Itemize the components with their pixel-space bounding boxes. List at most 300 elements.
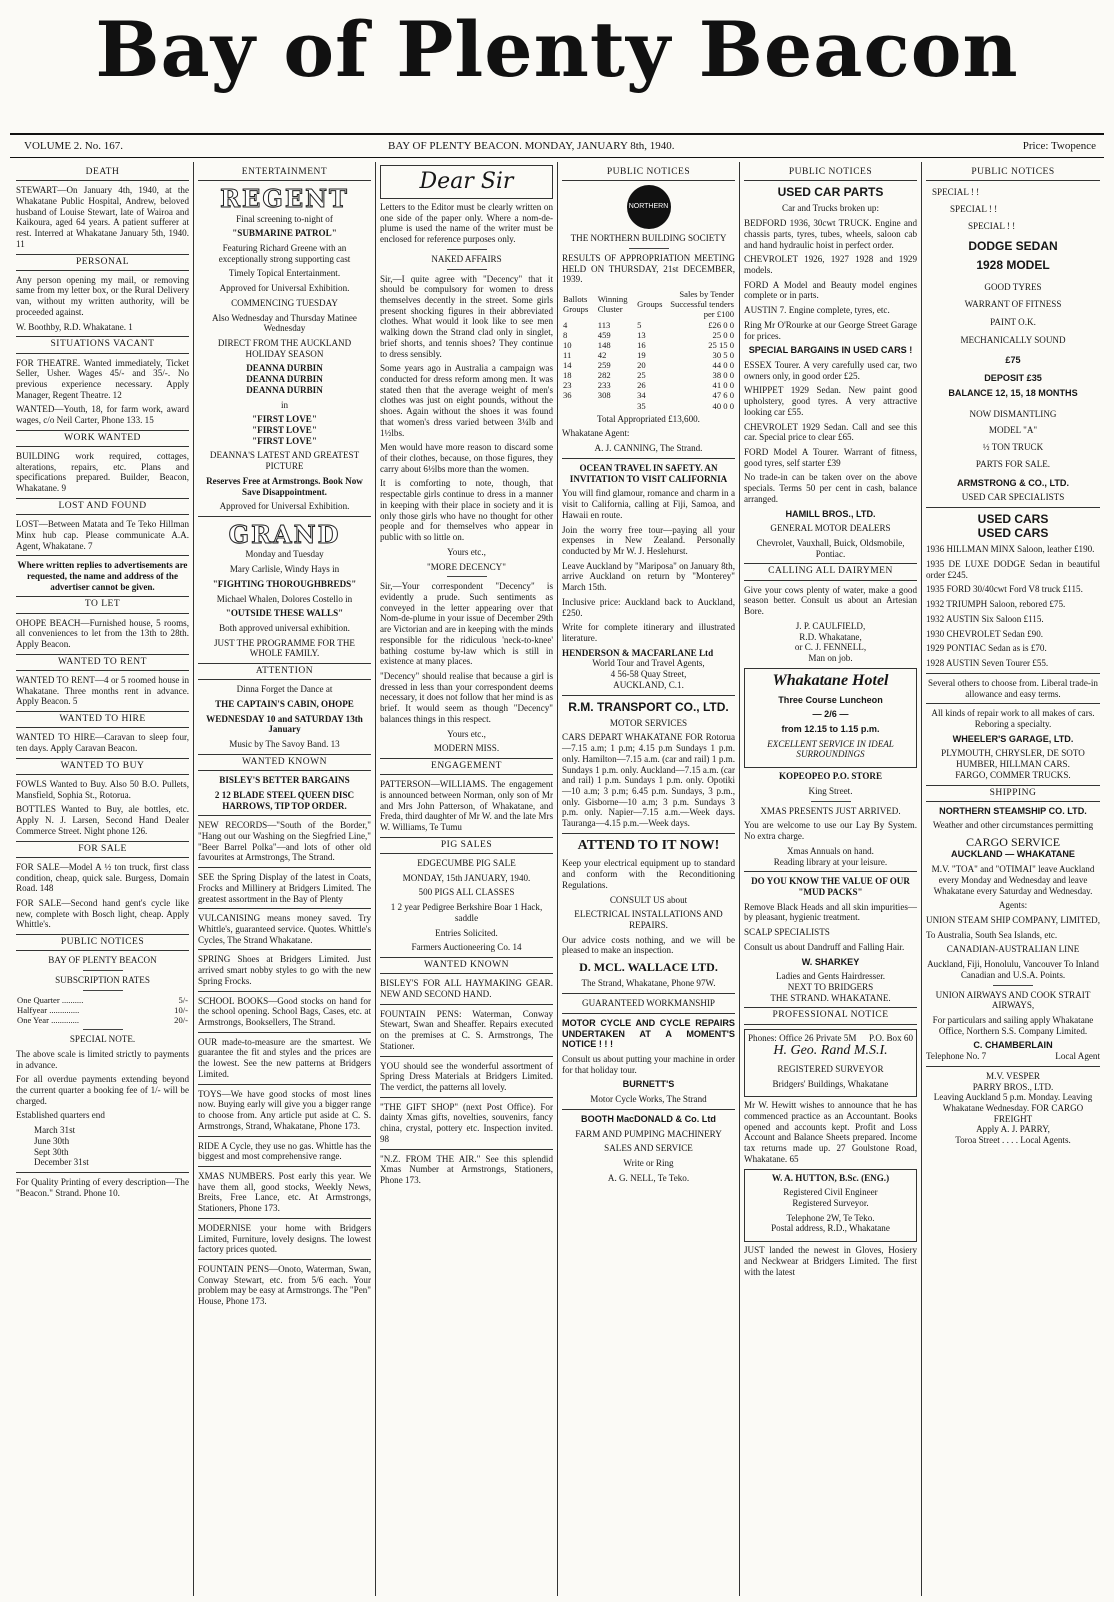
section-heading: CALLING ALL DAIRYMEN xyxy=(744,563,917,580)
classified-ad: SPRING Shoes at Bridgers Limited. Just arrived smart nobby styles to go with the new Spring Frocks. xyxy=(198,954,371,986)
ad-line: Entries Solicited. xyxy=(435,927,498,938)
divider xyxy=(926,703,1100,704)
car-listing: 1932 TRIUMPH Saloon, rebored £75. xyxy=(926,599,1066,610)
ad-line: 2 12 BLADE STEEL QUEEN DISC HARROWS, TIP TOP ORDER. xyxy=(214,789,355,811)
table-row xyxy=(562,360,735,370)
ad-paragraph: JUST landed the newest in Gloves, Hosiery and Neckwear at Bridgers Limited. The first with the latest xyxy=(744,1245,917,1277)
subscription-heading: SUBSCRIPTION RATES xyxy=(55,975,150,986)
ad-line: To Australia, South Sea Islands, etc. xyxy=(926,929,1058,940)
classified-ad: TOYS—We have good stocks of most lines now. Buying early will give you a bigger range to choose from. Any article put aside at C. S. Armstrongs, Strand, Whakatane, Phone 173. xyxy=(198,1088,371,1131)
ad-line: A. G. NELL, Te Teko. xyxy=(607,1172,690,1183)
table-cell: 34 xyxy=(637,390,646,401)
column-header: Groups xyxy=(637,299,663,310)
table-row xyxy=(562,340,735,350)
replies-notice: Where written replies to advertisements are requested, the name and address of the advertiser cannot be given. xyxy=(17,560,188,592)
ad-paragraph: FORD A Model and Beauty model engines complete or in parts. xyxy=(744,279,917,301)
letter-paragraph: Men would have more reason to discard some of their clothes, because, on those figures, they carry about 6½lbs more than the women. xyxy=(380,442,553,474)
section-heading: ENTERTAINMENT xyxy=(198,165,371,181)
column-3 xyxy=(376,162,558,1596)
wallace-name: D. MCL. WALLACE LTD. xyxy=(579,960,718,975)
columns xyxy=(12,162,1104,1596)
ad-line: WEDNESDAY 10 and SATURDAY 13th January xyxy=(206,713,363,735)
personal-notice: Any person opening my mail, or removing same from my letter box, or the Rural Delivery van, without my written authority, will be proceeded against. xyxy=(16,274,189,317)
results-heading: RESULTS OF APPROPRIATION MEETING HELD ON THURSDAY, 21st DECEMBER, 1939. xyxy=(562,252,735,285)
divider xyxy=(198,1218,371,1219)
local-agent: Local Agent xyxy=(1055,1051,1100,1062)
info-bar xyxy=(18,140,1096,156)
divider xyxy=(562,695,735,696)
price: Price: Twopence xyxy=(1022,140,1096,152)
divider xyxy=(83,970,123,971)
divider xyxy=(198,867,371,868)
ad-line: Telephone 2W, Te Teko. xyxy=(786,1212,875,1223)
dodge-model: 1928 MODEL xyxy=(976,257,1050,272)
divider xyxy=(198,1136,371,1137)
ad-line: R.D. Whakatane, xyxy=(799,631,862,642)
total-appropriated: Total Appropriated £13,600. xyxy=(597,413,700,424)
divider xyxy=(562,458,735,459)
divider xyxy=(83,1029,123,1030)
classified-ad: FOR THEATRE. Wanted immediately, Ticket Seller, Usher. Wages 45/- and 35/-. No previous experience necessary. Apply Manager, Regent Theatre. 12 xyxy=(16,357,189,400)
feature-line: PAINT O.K. xyxy=(990,317,1036,328)
divider xyxy=(198,1084,371,1085)
table-row xyxy=(16,1015,189,1025)
hamill-name: HAMILL BROS., LTD. xyxy=(785,508,876,519)
printing-ad: For Quality Printing of every description—The "Beacon." Strand. Phone 10. xyxy=(16,1177,189,1198)
ad-line: USED CAR SPECIALISTS xyxy=(961,492,1065,503)
ad-line: Also Wednesday and Thursday Matinee Wednesday xyxy=(212,312,357,334)
table-cell: 23 xyxy=(563,380,572,391)
ad-paragraph: Consult us about Dandruff and Falling Hair. xyxy=(744,941,905,952)
surveyor-name: H. Geo. Rand M.S.I. xyxy=(773,1043,888,1059)
ad-paragraph: FORD Model A Tourer. Warrant of fitness, good tyres, self starter £39 xyxy=(744,447,917,468)
table-cell: 233 xyxy=(597,380,611,391)
column-5 xyxy=(740,162,922,1596)
notice-title: BAY OF PLENTY BEACON xyxy=(48,955,157,966)
column-header: Winning Cluster xyxy=(597,294,628,315)
ad-line: Toroa Street . . . . Local Agents. xyxy=(955,1135,1071,1146)
section-heading: LOST AND FOUND xyxy=(16,498,189,515)
letters-intro: Letters to the Editor must be clearly written on one side of the paper only. Where a nom-de-plume is used the name of the writer must be enclosed for reference purposes only. xyxy=(380,201,553,245)
ad-paragraph: BEDFORD 1936, 30cwt TRUCK. Engine and chassis parts, tyres, tubes, wheels, saloon cab and hand hydraulic hoist in perfect order. xyxy=(744,218,917,250)
divider xyxy=(447,576,487,577)
ad-line: World Tour and Travel Agents, xyxy=(592,658,705,669)
regent-logo: REGENT xyxy=(220,184,349,214)
divider xyxy=(380,1149,553,1150)
table-cell: 308 xyxy=(597,390,611,401)
ad-paragraph: Join the worry free tour—paying all your expenses in New Zealand. Personally conducted by Mr W. J. Heslehurst. xyxy=(562,524,735,556)
ad-paragraph: ESSEX Tourer. A very carefully used car, two owners only, in good order £25. xyxy=(744,359,917,381)
car-listing: 1935 FORD 30/40cwt Ford V8 truck £115. xyxy=(926,584,1083,595)
ad-line: UNION STEAM SHIP COMPANY, LIMITED, xyxy=(926,914,1100,925)
ad-line: BISLEY'S BETTER BARGAINS xyxy=(219,775,350,786)
section-heading: TO LET xyxy=(16,596,189,613)
divider xyxy=(562,1109,735,1110)
column-6 xyxy=(922,162,1104,1596)
ad-paragraph: Remove Black Heads and all skin impurities—by pleasant, hygienic treatment. xyxy=(744,901,917,923)
burnett-name: BURNETT'S xyxy=(622,1079,675,1090)
classified-ad: SEE the Spring Display of the latest in Coats, Frocks and Millinery at Bridgers Limited. The greatest assortment in the Bay of Plenty xyxy=(198,872,371,904)
ad-line: Monday and Tuesday xyxy=(245,549,324,560)
ad-line: Dinna Forget the Dance at xyxy=(236,684,333,695)
table-cell: 41 0 0 xyxy=(712,380,734,391)
special-line: SPECIAL ! ! xyxy=(932,187,980,198)
ad-line: Apply A. J. PARRY, xyxy=(976,1124,1050,1135)
rate-price: 10/- xyxy=(174,1004,188,1015)
agent-name: A. J. CANNING, The Strand. xyxy=(594,443,703,454)
ad-paragraph: All kinds of repair work to all makes of cars. Reboring a specialty. xyxy=(931,708,1095,729)
ad-line: Approved for Universal Exhibition. xyxy=(219,501,350,512)
section-heading: ATTENTION xyxy=(198,663,371,680)
table-cell xyxy=(562,401,597,411)
classified-ad: FOR SALE—Second hand gent's cycle like new, complete with Bosch light, cheap. Apply Whittle's. xyxy=(16,897,189,930)
ad-line: "SUBMARINE PATROL" xyxy=(232,228,337,239)
section-heading: PUBLIC NOTICES xyxy=(16,934,189,951)
ad-line: Weather and other circumstances permitting xyxy=(932,820,1094,831)
engagement-notice: PATTERSON—WILLIAMS. The engagement is announced between Norman, only son of Mr and Mrs John Patterson, of Whakatane, and Freda, third daughter of Mr W. and the late Mrs W. Williams, Te Tumu xyxy=(380,779,553,833)
agent-label: Whakatane Agent: xyxy=(562,428,630,439)
classified-ad: WANTED TO HIRE—Caravan to sleep four, ten days. Apply Caravan Beacon. xyxy=(16,732,189,754)
divider xyxy=(198,815,371,816)
divider xyxy=(380,1056,553,1057)
section-heading: SHIPPING xyxy=(926,785,1100,802)
table-header xyxy=(562,289,735,319)
ad-line: CONSULT US about xyxy=(609,894,688,905)
hotel-ad xyxy=(744,668,917,768)
section-heading: PIG SALES xyxy=(380,837,553,854)
ad-line: J. P. CAULFIELD, xyxy=(795,620,866,631)
column-header: Ballots Groups xyxy=(563,294,589,315)
phones: Phones: Office 26 Private 5M xyxy=(748,1032,857,1043)
ad-line: Mary Carlisle, Windy Hays in xyxy=(229,564,340,575)
ad-line: "FIRST LOVE" xyxy=(252,435,317,446)
section-heading: PROFESSIONAL NOTICE xyxy=(744,1007,917,1024)
table-cell: 459 xyxy=(597,329,611,340)
car-listing: 1932 AUSTIN Six Saloon £115. xyxy=(926,613,1044,624)
ad-line: Reserves Free at Armstrongs. Book Now Save Disappointment. xyxy=(206,475,363,497)
ad-paragraph: Give your cows plenty of water, make a good season better. Consult us about an Artesian Bore. xyxy=(744,584,917,617)
ad-line: Write or Ring xyxy=(623,1157,674,1168)
ad-line: DEANNA DURBIN xyxy=(246,384,323,395)
table-cell: 44 0 0 xyxy=(712,360,734,371)
rate-period: One Quarter .......... xyxy=(17,994,84,1005)
ad-line: 4 56-58 Quay Street, xyxy=(610,669,687,680)
letter-paragraph: Some years ago in Australia a campaign was conducted for dress reform among men. It was stated then that the average weight of men's clothes was just on eight pounds, without the shoes. Again without the shoes it was found that women's dress varied between 3¼lb and 1½lbs. xyxy=(380,363,553,438)
mud-heading: DO YOU KNOW THE VALUE OF OUR "MUD PACKS" xyxy=(751,876,910,897)
table-cell xyxy=(597,401,636,411)
table-cell: 38 0 0 xyxy=(712,370,734,381)
ad-line: The Strand, Whakatane, Phone 97W. xyxy=(581,978,716,989)
section-heading: FOR SALE xyxy=(16,841,189,858)
ad-paragraph: CHEVROLET 1929 Sedan. Call and see this car. Special price to clear £65. xyxy=(744,421,917,443)
telephone: Telephone No. 7 xyxy=(926,1051,987,1062)
ad-line: Reading library at your leisure. xyxy=(773,856,888,867)
ad-line: Registered Civil Engineer xyxy=(783,1187,878,1198)
ad-line: Registered Surveyor. xyxy=(792,1198,869,1209)
divider xyxy=(198,1259,371,1260)
ad-line: HENDERSON & MACFARLANE Ltd xyxy=(562,647,714,658)
classified-ad: LOST—Between Matata and Te Teko Hillman Minx hub cap. Please communicate A.A. Agent, Whakatane. 7 xyxy=(16,519,189,551)
rate-price: 20/- xyxy=(174,1015,188,1026)
classified-ad: YOU should see the wonderful assortment of Spring Dress Materials at Bridgers Limited. The verdict, the patterns all lovely. xyxy=(380,1060,553,1092)
divider xyxy=(993,985,1033,986)
ad-paragraph: For particulars and sailing apply Whakatane Office, Northern S.S. Company Limited. xyxy=(932,1014,1094,1036)
table-cell: 259 xyxy=(597,360,611,371)
quarter-date: Sept 30th xyxy=(34,1146,69,1157)
section-heading: WANTED TO HIRE xyxy=(16,711,189,728)
armstrong-name: ARMSTRONG & CO., LTD. xyxy=(957,477,1069,488)
section-heading: PERSONAL xyxy=(16,254,189,271)
dodge-deposit: DEPOSIT £35 xyxy=(984,373,1042,384)
table-row xyxy=(562,330,735,340)
table-cell: 30 5 0 xyxy=(712,349,734,360)
bargains-heading: SPECIAL BARGAINS IN USED CARS ! xyxy=(748,345,913,356)
table-cell: 40 0 0 xyxy=(712,400,734,411)
special-line: SPECIAL ! ! xyxy=(950,203,998,214)
feature-line: PARTS FOR SALE. xyxy=(975,458,1051,469)
personal-signature: W. Boothby, R.D. Whakatane. 1 xyxy=(16,321,133,332)
dodge-balance: BALANCE 12, 15, 18 MONTHS xyxy=(948,387,1078,398)
ad-paragraph: M.V. "TOA" and "OTIMAI" leave Auckland every Monday and Wednesday and leave Whakatane every Saturday and Wednesday. xyxy=(931,864,1095,896)
dodge-heading: DODGE SEDAN xyxy=(968,239,1058,254)
ad-line: COMMENCING TUESDAY xyxy=(231,297,338,308)
timetable: CARS DEPART WHAKATANE FOR Rotorua—7.15 a.m; 1 p.m; 4.15 p.m Sundays 1 p.m. only. Hamilton—7.15 a.m. (car and rail) 1 p.m. Sundays 1 p.m. only. Auckland—7.15 a.m. (car and rail) 1 p.m. Sundays 1 p.m. only. Opotiki—10 a.m; 3 p.m; 6.45 p.m. Sundays, 3 p.m., only. Gisborne—10 a.m; 3 p.m. Sundays 3 p.m. only. Napier—7.15 a.m.—Week days. Tauranga—4.15 p.m.—Week days. xyxy=(562,732,735,829)
divider xyxy=(926,673,1100,674)
ad-line: from 12.15 to 1.15 p.m. xyxy=(781,724,880,735)
ad-line: SALES AND SERVICE xyxy=(604,1143,693,1154)
cargo-route: AUCKLAND — WHAKATANE xyxy=(951,849,1075,860)
ad-paragraph: CHEVROLET 1926, 1927 1928 and 1929 models. xyxy=(744,254,917,275)
ad-line: DIRECT FROM THE AUCKLAND HOLIDAY SEASON xyxy=(217,337,352,359)
feature-line: NOW DISMANTLING xyxy=(969,408,1057,419)
classified-ad: BISLEY'S FOR ALL HAYMAKING GEAR. NEW AND SECOND HAND. xyxy=(380,978,553,999)
classified-ad: MODERNISE your home with Bridgers Limited, Furniture, lovely designs. The lowest factory prices quoted. xyxy=(198,1222,371,1255)
table-cell: 14 xyxy=(563,360,572,371)
ad-line: DEANNA DURBIN xyxy=(246,363,323,374)
ad-paragraph: Consult us about putting your machine in order for that holiday tour. xyxy=(562,1053,735,1075)
divider xyxy=(198,516,371,517)
ad-line: Featuring Richard Greene with an exceptionally strong supporting cast xyxy=(218,242,351,264)
divider xyxy=(16,555,189,556)
ad-line: in xyxy=(280,399,289,410)
volume-number: VOLUME 2. No. 167. xyxy=(24,140,123,152)
table-cell: 4 xyxy=(563,319,568,330)
quarter-date: March 31st xyxy=(34,1125,76,1136)
classified-ad: NEW RECORDS—"South of the Border," "Hang out our Washing on the Siegfried Line," "Beer Barrel Polka"—and lots of other old favourites at Armstrongs, The Strand. xyxy=(198,820,371,863)
column-1 xyxy=(12,162,194,1596)
special-note: For all overdue payments extending beyond the current quarter a booking fee of 1/- will be charged. xyxy=(16,1074,189,1106)
ad-line: EXCELLENT SERVICE IN IDEAL SURROUNDINGS xyxy=(767,738,894,760)
ad-line: Michael Whalen, Dolores Costello in xyxy=(216,593,353,604)
classified-ad: BUILDING work required, cottages, alterations, repairs, etc. Plans and specifications prepared. Builder, Beacon, Whakatane. 9 xyxy=(16,451,189,494)
section-heading: WANTED KNOWN xyxy=(380,957,553,974)
death-notice: STEWART—On January 4th, 1940, at the Whakatane Public Hospital, Andrew, beloved husband of Louise Stewart, late of Wairoa and Kaikoura, aged 64 years. A patient sufferer at rest. Interred at Whakatane January 5th, 1940. 11 xyxy=(16,185,189,249)
column-4 xyxy=(558,162,740,1596)
table-cell: 35 xyxy=(637,400,646,411)
ad-line: Xmas Annuals on hand. xyxy=(787,845,874,856)
society-name: THE NORTHERN BUILDING SOCIETY xyxy=(570,233,727,244)
ad-line: Leaving Auckland 5 p.m. Monday. Leaving Whakatane Wednesday. FOR CARGO FREIGHT xyxy=(933,1092,1093,1124)
classified-ad: FOUNTAIN PENS: Waterman, Conway Stewart, Swan and Sheaffer. Repairs executed on the premises at C. S. Armstrongs, The Stationer. xyxy=(380,1008,553,1051)
engineer-name: W. A. HUTTON, B.Sc. (ENG.) xyxy=(771,1172,890,1183)
table-cell: 148 xyxy=(597,339,611,350)
divider xyxy=(562,1013,735,1014)
feature-line: WARRANT OF FITNESS xyxy=(964,299,1062,310)
table-cell: 11 xyxy=(563,349,572,360)
used-cars-heading: USED CARS xyxy=(977,526,1049,541)
ad-line: Three Course Luncheon xyxy=(778,694,883,705)
masthead-rule xyxy=(10,133,1104,135)
ad-line: ELECTRICAL INSTALLATIONS AND REPAIRS. xyxy=(574,909,723,931)
ad-line: MONDAY, 15th JANUARY, 1940. xyxy=(402,872,531,883)
letter-paragraph: It is comforting to note, though, that respectable girls continue to dress in a manner in keeping with their place in society and it is only those girls who have no thought for other people and for themselves who appear in public with so little on. xyxy=(380,478,553,543)
section-heading: WANTED KNOWN xyxy=(198,754,371,771)
ad-line: DEANNA DURBIN xyxy=(246,374,323,385)
classified-ad: FOWLS Wanted to Buy. Also 50 B.O. Pullets, Mansfield, Sophia St., Rotorua. xyxy=(16,778,189,800)
rates-table xyxy=(16,995,189,1025)
classified-ad: SCHOOL BOOKS—Good stocks on hand for the school opening. School Bags, Cases, etc. at Armstrongs, Booksellers, The Strand. xyxy=(198,995,371,1028)
po-box: P.O. Box 60 xyxy=(869,1032,913,1043)
ad-line: Agents: xyxy=(998,900,1028,911)
wheeler-name: WHEELER'S GARAGE, LTD. xyxy=(952,733,1074,744)
attend-heading: ATTEND TO IT NOW! xyxy=(577,837,720,853)
ad-paragraph: You are welcome to use our Lay By System. No extra charge. xyxy=(744,820,917,842)
classified-ad: OUR made-to-measure are the smartest. We guarantee the fit and styles and the prices are the lowest. See the new patterns at Bridgers Limited. xyxy=(198,1036,371,1079)
section-heading: WORK WANTED xyxy=(16,430,189,447)
ad-line: XMAS PRESENTS JUST ARRIVED. xyxy=(760,805,901,816)
ad-line: Car and Trucks broken up: xyxy=(782,203,879,214)
letter-signature: "MORE DECENCY" xyxy=(427,561,506,572)
used-cars-heading: USED CARS xyxy=(977,512,1049,527)
ad-line: Auckland, Fiji, Honolulu, Vancouver To Inland Canadian and U.S.A. Points. xyxy=(927,959,1099,980)
ad-line: PARRY BROS., LTD. xyxy=(972,1081,1054,1092)
special-line: SPECIAL ! ! xyxy=(968,220,1016,231)
table-row xyxy=(16,995,189,1005)
table-cell: 5 xyxy=(637,319,642,330)
table-row xyxy=(562,350,735,360)
ad-paragraph: You will find glamour, romance and charm in a visit to California, calling at Fiji, Samoa, and Hawaii en route. xyxy=(562,488,735,520)
table-cell: 25 15 0 xyxy=(708,339,734,350)
table-row xyxy=(562,370,735,380)
ad-line: SCALP SPECIALISTS xyxy=(744,927,830,938)
ad-paragraph: AUSTIN 7. Engine complete, tyres, etc. xyxy=(744,305,890,316)
grand-logo: GRAND xyxy=(228,520,341,550)
letter-closing: Yours etc., xyxy=(447,546,486,557)
car-listing: 1936 HILLMAN MINX Saloon, leather £190. xyxy=(926,544,1095,555)
feature-line: MECHANICALLY SOUND xyxy=(960,334,1066,345)
car-listing: 1935 DE LUXE DODGE Sedan in beautiful order £245. xyxy=(926,559,1100,580)
ad-line: — 2/6 — xyxy=(812,709,849,720)
divider xyxy=(562,993,735,994)
ad-paragraph: WHIPPET 1929 Sedan. New paint good upholstery, good tyres. A very attractive looking car £55. xyxy=(744,385,917,417)
divider xyxy=(83,990,123,991)
table-cell: 282 xyxy=(597,370,611,381)
rate-price: 5/- xyxy=(178,994,188,1005)
ad-paragraph: Mr W. Hewitt wishes to announce that he has commenced practice as an Accountant. Books opened and accounts kept. Profit and Loss Account and Balance Sheets prepared. Income tax returns made up. 27 Goulstone Road, Whakatane. 65 xyxy=(744,1100,917,1164)
section-heading: DEATH xyxy=(16,165,189,181)
divider xyxy=(198,1032,371,1033)
hotel-name: Whakatane Hotel xyxy=(772,671,889,689)
classified-ad: VULCANISING means money saved. Try Whittle's, guaranteed service. Quotes. Whittle's Cycles, The Strand Whakatane. xyxy=(198,913,371,945)
section-heading: PUBLIC NOTICES xyxy=(744,165,917,181)
ad-line: Farmers Auctioneering Co. 14 xyxy=(411,942,522,953)
rate-period: Halfyear .............. xyxy=(17,1004,80,1015)
rm-transport-heading: R.M. TRANSPORT CO., LTD. xyxy=(568,699,729,714)
special-heading: SPECIAL NOTE. xyxy=(69,1034,136,1045)
divider xyxy=(811,801,851,802)
section-heading: WANTED TO RENT xyxy=(16,654,189,671)
dateline: BAY OF PLENTY BEACON. MONDAY, JANUARY 8th, 1940. xyxy=(388,140,675,152)
car-listing: 1929 PONTIAC Sedan as is £70. xyxy=(926,643,1047,654)
divider xyxy=(926,507,1100,508)
booth-name: BOOTH MacDONALD & Co. Ltd xyxy=(581,1113,716,1124)
ad-line: Both approved universal exhibition. xyxy=(219,622,350,633)
quarters-heading: Established quarters end xyxy=(16,1110,105,1121)
column-header: Sales by Tender Successful tenders per £100 xyxy=(670,289,734,320)
classified-ad: WANTED—Youth, 18, for farm work, award wages, c/o Neil Carter, Phone 133. 15 xyxy=(16,404,189,426)
table-cell: 13 xyxy=(637,329,646,340)
divider xyxy=(562,833,735,834)
table-cell: 47 6 0 xyxy=(712,390,734,401)
table-row xyxy=(562,401,735,411)
table-cell: 25 xyxy=(637,370,646,381)
ad-line: THE STRAND. WHAKATANE. xyxy=(770,992,891,1003)
ad-line: THE CAPTAIN'S CABIN, OHOPE xyxy=(215,699,354,710)
car-listing: 1930 CHEVROLET Sedan £90. xyxy=(926,628,1044,639)
surveyor-ad xyxy=(744,1029,917,1098)
table-cell: £26 0 0 xyxy=(708,319,734,330)
column-2 xyxy=(194,162,376,1596)
table-cell: 8 xyxy=(563,329,568,340)
divider xyxy=(380,1097,553,1098)
table-cell: 19 xyxy=(637,349,646,360)
ad-line: Ladies and Gents Hairdresser. xyxy=(775,971,886,982)
ad-line: King Street. xyxy=(808,785,853,796)
ad-paragraph: Keep your electrical equipment up to standard and conform with the Reconditioning Regulations. xyxy=(562,858,735,890)
ad-paragraph: Several others to choose from. Liberal trade-in allowance and easy terms. xyxy=(928,677,1098,699)
moto-heading: MOTOR CYCLE AND CYCLE REPAIRS UNDERTAKEN AT A MOMENT'S NOTICE ! ! ! xyxy=(562,1017,735,1050)
ad-paragraph: Inclusive price: Auckland back to Auckland, £250. xyxy=(562,596,735,618)
engineer-ad xyxy=(744,1169,917,1243)
divider xyxy=(198,1166,371,1167)
ad-paragraph: Our advice costs nothing, and we will be pleased to make an inspection. xyxy=(562,934,735,956)
ad-line: PLYMOUTH, CHRYSLER, DE SOTO HUMBER, HILLMAN CARS. xyxy=(941,748,1085,770)
northern-emblem-icon: NORTHERN xyxy=(627,185,671,229)
ad-line: Motor Cycle Works, The Strand xyxy=(590,1094,707,1105)
ad-line: "FIGHTING THOROUGHBREDS" xyxy=(212,578,357,589)
ad-line xyxy=(926,1051,1100,1062)
table-row xyxy=(16,1005,189,1015)
classified-ad: WANTED TO RENT—4 or 5 roomed house in Whakatane. Three months rent in advance. Apply Beacon. 5 xyxy=(16,674,189,707)
section-heading: PUBLIC NOTICES xyxy=(562,165,735,181)
classified-ad: BOTTLES Wanted to Buy, ale bottles, etc. Apply N. J. Larsen, Second Hand Dealer Commerce Street. Night phone 126. xyxy=(16,804,189,836)
info-rule xyxy=(10,157,1104,158)
used-car-parts-heading: USED CAR PARTS xyxy=(777,185,884,200)
feature-line: GOOD TYRES xyxy=(984,281,1042,292)
ad-line: Music by The Savoy Band. 13 xyxy=(229,739,340,750)
ad-line: MOTOR SERVICES xyxy=(609,717,688,728)
cargo-heading: CARGO SERVICE xyxy=(965,835,1061,850)
ad-line: REGISTERED SURVEYOR xyxy=(777,1063,884,1074)
ad-line: "OUTSIDE THESE WALLS" xyxy=(225,608,344,619)
table-row xyxy=(562,390,735,400)
ad-line: Postal address, R.D., Whakatane xyxy=(771,1223,890,1234)
table-cell: 36 xyxy=(563,390,572,401)
vesper-name: M.V. VESPER xyxy=(986,1070,1040,1081)
sharkey-name: W. SHARKEY xyxy=(801,956,860,967)
table-cell: 26 xyxy=(637,380,646,391)
section-heading: PUBLIC NOTICES xyxy=(926,165,1100,181)
